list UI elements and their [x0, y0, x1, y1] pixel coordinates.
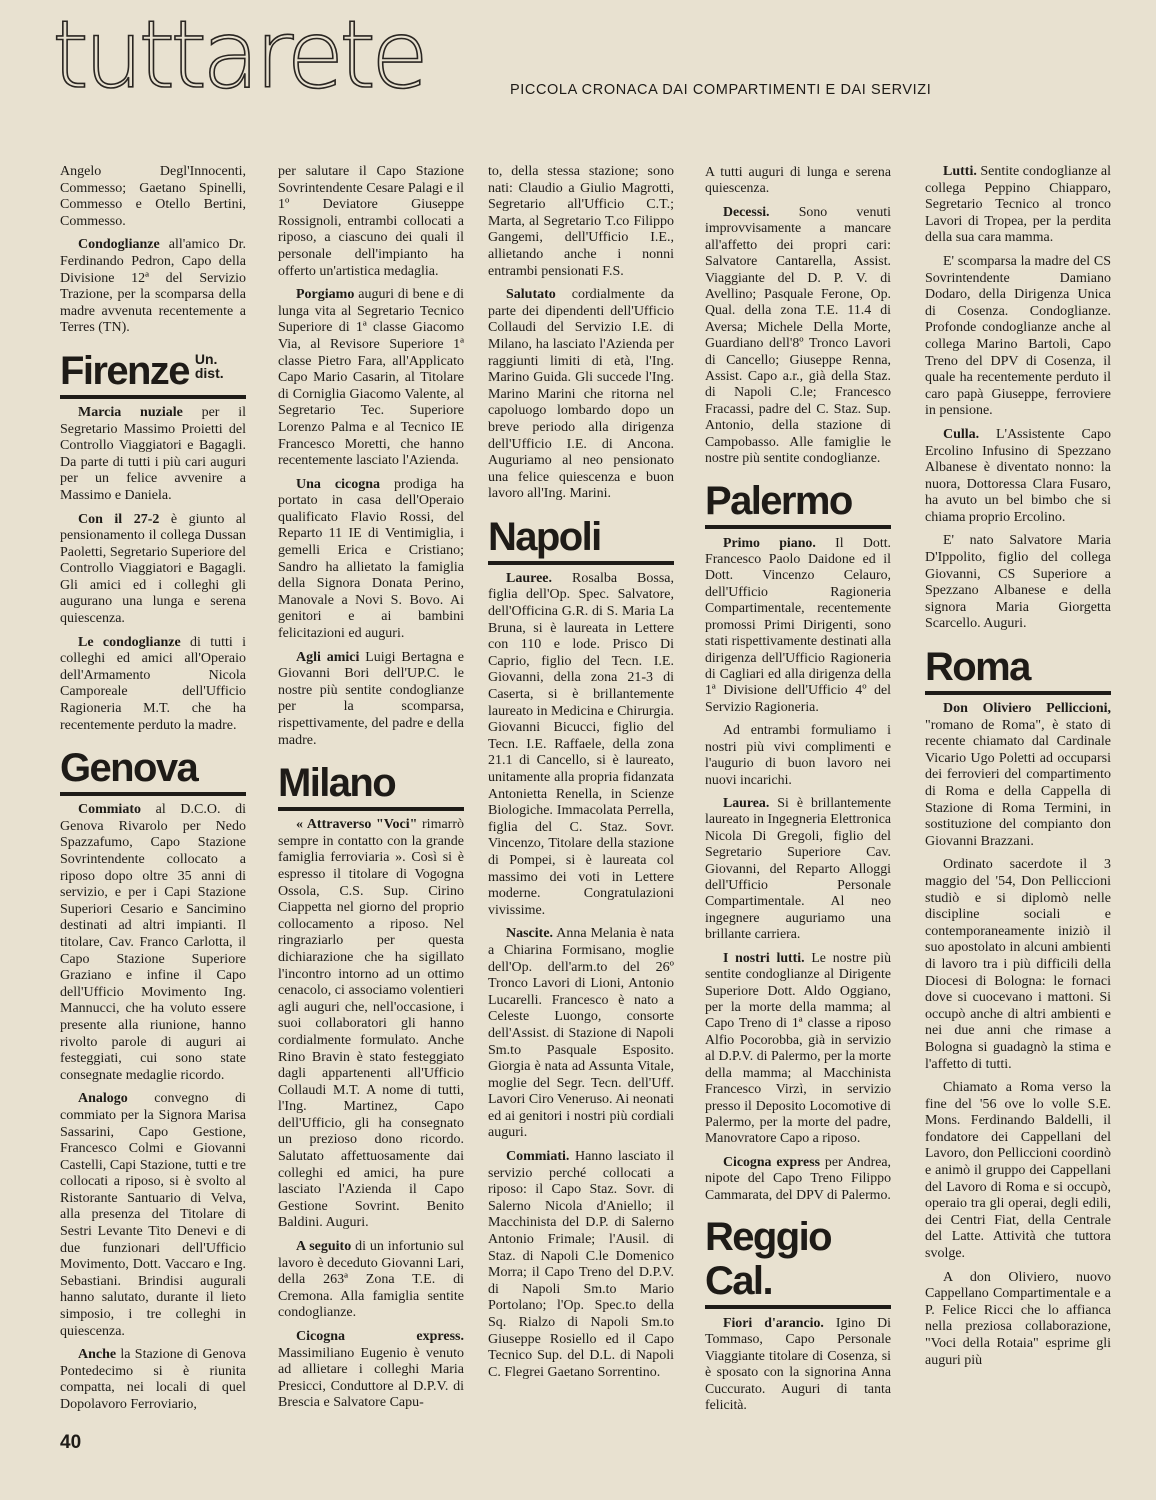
heading-reggio-cal: Reggio Cal.: [705, 1215, 891, 1309]
paragraph: Lauree. Rosalba Bossa, figlia dell'Op. Spec. Salvatore, dell'Officina G.R. di S. Maria La Bruna, si è laureata in Lettere con 110 e lode. Prisco Di Caprio, figlio del Tecn. I.E. Giovanni, della zona 21-3 di Caserta, si è brillantemente laureato in Medicina e Chirurgia. Giovanni Bicucci, figlio del Tecn. I.E. Raffaele, della zona 21.1 di Cancello, si è laureato, unitamente alla propria fidanzata Antonietta Renella, in Scienze Biologiche. Immacolata Perrella, figlia del C. Staz. Sovr. Vincenzo, Titolare della stazione di Pompei, si è laureata col massimo dei voti in Lettere moderne. Congratulazioni vivissime.: [488, 570, 674, 918]
paragraph: per salutare il Capo Stazione Sovrintendente Cesare Palagi e il 1º Deviatore Giuseppe Rossignoli, entrambi collocati a riposo, a ciascuno dei quali il personale dell'impianto ha offerto un'artistica medaglia.: [278, 164, 464, 279]
paragraph: Anche la Stazione di Genova Pontedecimo si è riunita compatta, nei locali di quel Dopolavoro Ferroviario,: [60, 1347, 246, 1412]
paragraph: A seguito di un infortunio sul lavoro è deceduto Giovanni Lari, della 263ª Zona T.E. di Cremona. Alla famiglia sentite condoglianze.: [278, 1239, 464, 1321]
heading-firenze: Firenze Un. dist.: [60, 349, 246, 399]
column-5: [925, 164, 1111, 1376]
paragraph: Ad entrambi formuliamo i nostri più vivi complimenti e l'augurio di buon lavoro nei nuovi incarichi.: [705, 722, 891, 787]
paragraph: Le condoglianze di tutti i colleghi ed amici all'Operaio dell'Armamento Nicola Camporeale dell'Ufficio Ragioneria M.T. che ha recentemente perduto la madre.: [60, 634, 246, 733]
paragraph: A don Oliviero, nuovo Cappellano Compartimentale e a P. Felice Ricci che lo affianca nella preziosa collaborazione, "Voci della Rotaia" esprime gli auguri più: [925, 1269, 1111, 1368]
paragraph: E' nato Salvatore Maria D'Ippolito, figlio del collega Giovanni, CS Superiore a Spezzano Albanese e della signora Maria Giorgetta Scarcello. Auguri.: [925, 533, 1111, 632]
paragraph: Porgiamo auguri di bene e di lunga vita al Segretario Tecnico Superiore di 1ª classe Giacomo Via, al Revisore Superiore 1ª classe Pietro Fara, all'Applicato Capo Mario Casarin, al Titolare di Corniglia Giacomo Valente, al Segretario Tec. Superiore Lorenzo Palma e al Tecnico IE Francesco Moretti, che hanno recentemente lasciato l'Azienda.: [278, 287, 464, 469]
heading-napoli: Napoli: [488, 515, 674, 565]
page-number: 40: [60, 1432, 82, 1453]
masthead: [52, 1, 1142, 110]
paragraph: Cicogna express per Andrea, nipote del Capo Treno Filippo Cammarata, del DPV di Palermo.: [705, 1153, 891, 1202]
paragraph: Commiati. Hanno lasciato il servizio perché collocati a riposo: il Capo Staz. Sovr. di Salerno Nicola d'Aniello; il Macchinista del D.P. di Salerno Antonio Frimale; l'Ausil. di Staz. di Napoli C.le Domenico Morra; il Capo Treno del D.P.V. di Napoli Sm.to Mario Portolano; l'Op. Spec.to della Sq. Rialzo di Napoli Sm.to Giuseppe Rosiello ed il Capo Tecnico Sup. del D.L. di Napoli C. Flegrei Gaetano Sorrentino.: [488, 1149, 674, 1380]
paragraph: to, della stessa stazione; sono nati: Claudio a Giulio Magrotti, Segretario all'Ufficio C.T.; Marta, al Segretario T.co Filippo Gangemi, dell'Ufficio I.E., allietando anche i nonni entrambi pensionati F.S.: [488, 164, 674, 279]
paragraph: Nascite. Anna Melania è nata a Chiarina Formisano, moglie dell'Op. dell'arm.to del 26º Tronco Lavori di Lioni, Antonio Lucarelli. Francesco è nato a Celeste Luongo, consorte dell'Assist. di Stazione di Napoli Sm.to Pasquale Esposito. Giorgia è nata ad Assunta Vitale, moglie del Segr. Tecn. dell'Uff. Lavori Ciro Veneruso. Ai neonati ed ai genitori i nostri più cordiali auguri.: [488, 926, 674, 1141]
paragraph: Angelo Degl'Innocenti, Commesso; Gaetano Spinelli, Commesso e Otello Bertini, Commesso.: [60, 164, 246, 229]
paragraph: A tutti auguri di lunga e serena quiescenza.: [705, 164, 891, 196]
heading-subtitle: Un. dist.: [194, 350, 224, 381]
column-4: [705, 164, 891, 1421]
paragraph: Primo piano. Il Dott. Francesco Paolo Daidone ed il Dott. Vincenzo Celauro, dell'Ufficio Ragioneria Compartimentale, recentemente promossi Primi Dirigenti, sono stati rispettivamente destinati alla dirigenza dell'Ufficio Ragioneria di Cagliari ed alla dirigenza della 1ª Divisione dell'Ufficio 4º del Servizio Ragioneria.: [705, 534, 891, 714]
paragraph: Lutti. Sentite condoglianze al collega Peppino Chiapparo, Segretario Tecnico al tronco Lavori di Tropea, per la perdita della sua cara mamma.: [925, 164, 1111, 246]
paragraph: Culla. L'Assistente Capo Ercolino Infusino di Spezzano Albanese è diventato nonno: la nuora, Dottoressa Clara Fusaro, ha avuto un bel bimbo che si chiama proprio Ercolino.: [925, 426, 1111, 525]
paragraph: E' scomparsa la madre del CS Sovrintendente Damiano Dodaro, della Dirigenza Unica di Cosenza. Condoglianze. Profonde condoglianze anche al collega Marino Bartoli, Capo Treno del DPV di Cosenza, il quale ha recentemente perduto il caro papà Giuseppe, ferroviere in pensione.: [925, 253, 1111, 419]
paragraph: Ordinato sacerdote il 3 maggio del '54, Don Pelliccioni studiò e si diplomò nelle discipline sociali e contemporaneamente iniziò il suo apostolato in alcuni ambienti di lavoro tra i più difficili della Diocesi di Bologna: le fornaci dove si cuocevano i mattoni. Si occupò anche di altri ambienti e nei due anni che rimase a Bologna si guadagnò la stima e l'affetto di tutti.: [925, 857, 1111, 1072]
section-title: tuttarete: [52, 1, 424, 110]
heading-genova: Genova: [60, 746, 246, 796]
paragraph: Agli amici Luigi Bertagna e Giovanni Bori dell'UP.C. le nostre più sentite condoglianze per la scomparsa, rispettivamente, del padre e della madre.: [278, 649, 464, 748]
paragraph: Condoglianze all'amico Dr. Ferdinando Pedron, Capo della Divisione 12ª del Servizio Trazione, per la scomparsa della madre avvenuta recentemente a Terres (TN).: [60, 237, 246, 336]
paragraph: Fiori d'arancio. Igino Di Tommaso, Capo Personale Viaggiante titolare di Cosenza, si è sposato con la signorina Anna Cuccurato. Auguri di tanta felicità.: [705, 1315, 891, 1413]
paragraph: « Attraverso "Voci" rimarrò sempre in contatto con la grande famiglia ferroviaria ». Così si è espresso il titolare di Vogogna Ossola, C.S. Sup. Cirino Ciappetta nel giorno del proprio collocamento a riposo. Nel ringraziarlo per questa dichiarazione che ha sigillato l'incontro intorno ad un ottimo cenacolo, ci associamo volentieri agli auguri che, nell'occasione, i suoi collaboratori gli hanno cordialmente formulato. Anche Rino Bravin è stato festeggiato dagli appartenenti all'Ufficio Collaudi M.T. A nome di tutti, l'Ing. Martinez, Capo dell'Ufficio, gli ha consegnato un prezioso dono ricordo. Salutato affettuosamente dai colleghi ed amici, ha pure lasciato l'Azienda il Capo Gestione Sovrint. Benito Baldini. Auguri.: [278, 817, 464, 1231]
heading-roma: Roma: [925, 645, 1111, 695]
paragraph: Decessi. Sono venuti improvvisamente a mancare all'affetto dei propri cari: Salvatore Cantarella, Assist. Viaggiante del D. P. V. di Avellino; Pasquale Ferone, Op. Qual. della zona T.E. 11.4 di Aversa; Michele Della Morte, Guardiano dell'8º Tronco Lavori di Cancello; Giuseppe Renna, Assist. Capo a.r., già della Staz. di Napoli C.le; Francesco Fracassi, padre del C. Staz. Sup. Antonio, della stazione di Campobasso. Alle famiglie le nostre più sentite condoglianze.: [705, 203, 891, 466]
column-3: [488, 164, 674, 1388]
paragraph: Laurea. Si è brillantemente laureato in Ingegneria Elettronica Nicola Di Gregoli, figlio del Segretario Superiore Cav. Giovanni, del Reparto Alloggi dell'Ufficio Personale Compartimentale. Al neo ingegnere auguriamo una brillante carriera.: [705, 794, 891, 942]
column-2: [278, 164, 464, 1419]
heading-milano: Milano: [278, 761, 464, 811]
column-1: [60, 164, 246, 1421]
paragraph: Con il 27-2 è giunto al pensionamento il collega Dussan Paoletti, Segretario Superiore del Controllo Viaggiatori e Bagagli. Gli amici ed i colleghi gli augurano una lunga e serena quiescenza.: [60, 511, 246, 627]
paragraph: Marcia nuziale per il Segretario Massimo Proietti del Controllo Viaggiatori e Bagagli. Da parte di tutti i più cari auguri per un felice avvenire a Massimo e Daniela.: [60, 404, 247, 503]
section-tagline: PICCOLA CRONACA DAI COMPARTIMENTI E DAI SERVIZI: [510, 82, 932, 98]
paragraph: I nostri lutti. Le nostre più sentite condoglianze al Dirigente Superiore Dott. Aldo Oggiano, per la morte della mamma; al Capo Treno di 1ª classe a riposo Alfio Pocorobba, già in servizio al D.P.V. di Palermo, per la morte della mamma; al Macchinista Francesco Virzì, in servizio presso il Deposito Locomotive di Palermo, per la morte del padre, Manovratore Capo a riposo.: [705, 949, 891, 1146]
paragraph: Don Oliviero Pelliccioni, "romano de Roma", è stato di recente chiamato dal Cardinale Vicario Ugo Poletti ad occuparsi dei ferrovieri del compartimento di Roma e della Cappella di Stazione di Roma Termini, in sostituzione del compianto don Giovanni Brazzani.: [925, 701, 1111, 849]
paragraph: Salutato cordialmente da parte dei dipendenti dell'Ufficio Collaudi del Servizio I.E. di Milano, ha lasciato l'Azienda per raggiunti limiti di età, l'Ing. Marino Guida. Gli succede l'Ing. Marino Marini che ritorna nel capoluogo lombardo dopo un breve periodo alla dirigenza dell'Ufficio I.E. di Ancona. Auguriamo al neo pensionato una felice quiescenza e buon lavoro all'Ing. Marini.: [488, 287, 674, 502]
heading-palermo: Palermo: [705, 479, 891, 529]
paragraph: Analogo convegno di commiato per la Signora Marisa Sassarini, Capo Gestione, Francesco Colmi e Giovanni Castelli, Capi Stazione, tutti e tre collocati a riposo, si è svolto al Ristorante Santuario di Velva, alla presenza del Titolare di Sestri Levante Tito Denevi e di due funzionari dell'Ufficio Movimento, Dott. Vaccaro e Ing. Sebastiani. Brindisi augurali hanno salutato, durante il lieto simposio, i tre colleghi in quiescenza.: [60, 1091, 246, 1339]
paragraph: Commiato al D.C.O. di Genova Rivarolo per Nedo Spazzafumo, Capo Stazione Sovrintendente collocato a riposo dopo oltre 35 anni di servizio, e per i Capi Stazione Superiori Cesario e Sancimino destinati ad altri impianti. Il titolare, Cav. Franco Carlotta, il Capo Stazione Superiore Graziano e infine il Capo dell'Ufficio Movimento Ing. Mannucci, che ha voluto essere presente alla riunione, hanno rivolto parole di auguri ai festeggiati, cui sono state consegnate medaglie ricordo.: [60, 802, 246, 1083]
paragraph: Una cicogna prodiga ha portato in casa dell'Operaio qualificato Flavio Rossi, del Reparto 11 IE di Ventimiglia, i gemelli Erica e Cristiano; Sandro ha allietato la famiglia della Signora Donata Perino, Manovale a Novi S. Bovo. Ai genitori e ai bambini felicitazioni ed auguri.: [278, 476, 465, 642]
paragraph: Cicogna express. Massimiliano Eugenio è venuto ad allietare i colleghi Maria Presicci, Conduttore al D.P.V. di Brescia e Salvatore Capu-: [278, 1329, 464, 1411]
paragraph: Chiamato a Roma verso la fine del '56 ove lo volle S.E. Mons. Ferdinando Baldelli, il fondatore dei Cappellani del Lavoro, don Pelliccioni coordinò e animò il gruppo dei Cappellani del Lavoro di Roma e si occupò, operaio tra gli operai, degli edili, dei Centri Fiat, della Centrale del Latte. Attività che tuttora svolge.: [925, 1080, 1111, 1262]
